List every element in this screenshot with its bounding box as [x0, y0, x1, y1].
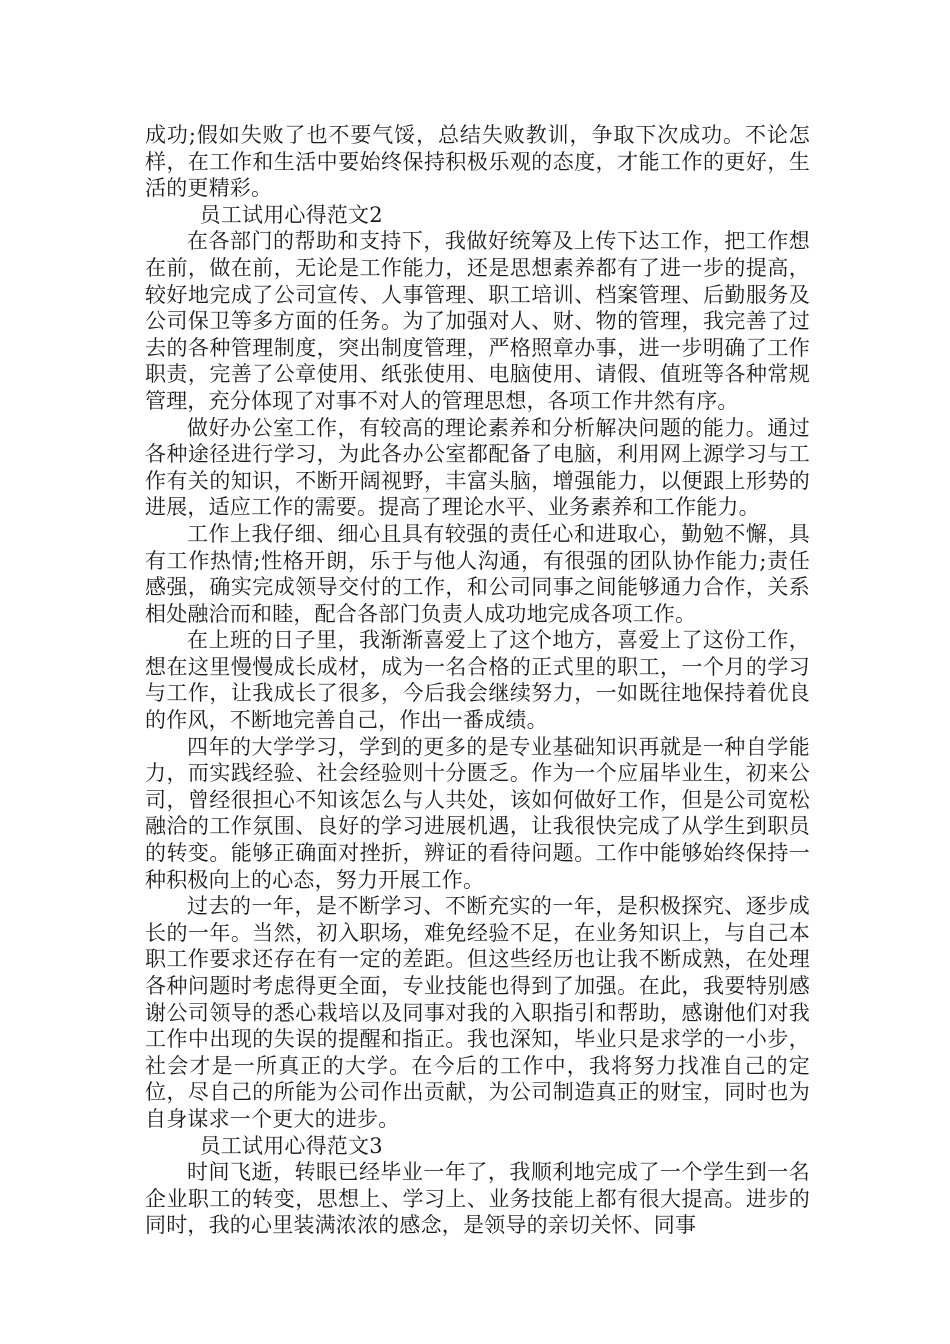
paragraph: 在各部门的帮助和支持下，我做好统筹及上传下达工作，把工作想在前，做在前，无论是工作能力，还是思想素养都有了进一步的提高，较好地完成了公司宣传、人事管理、职工培训、档案管理、后勤服务及公司保卫等多方面的任务。为了加强对人、财、物的管理，我完善了过去的各种管理制度，突出制度管理，严格照章办事，进一步明确了工作职责，完善了公章使用、纸张使用、电脑使用、请假、值班等各种常规管理，充分体现了对事不对人的管理思想，各项工作井然有序。	[145, 229, 810, 413]
paragraph: 做好办公室工作，有较高的理论素养和分析解决问题的能力。通过各种途径进行学习，为此各办公室都配备了电脑，利用网上源学习与工作有关的知识，不断开阔视野，丰富头脑，增强能力，以便跟上形势的进展，适应工作的需要。提高了理论水平、业务素养和工作能力。	[145, 415, 810, 520]
paragraph: 四年的大学学习，学到的更多的是专业基础知识再就是一种自学能力，而实践经验、社会经验则十分匮乏。作为一个应届毕业生，初来公司，曾经很担心不知该怎么与人共处，该如何做好工作，但是公司宽松融洽的工作氛围、良好的学习进展机遇，让我很快完成了从学生到职员的转变。能够正确面对挫折，辨证的看待问题。工作中能够始终保持一种积极向上的心态，努力开展工作。	[145, 734, 810, 892]
paragraph: 时间飞逝，转眼已经毕业一年了，我顺利地完成了一个学生到一名企业职工的转变，思想上、学习上、业务技能上都有很大提高。进步的同时，我的心里装满浓浓的感念，是领导的亲切关怀、同事	[145, 1160, 810, 1238]
section-heading-2: 员工试用心得范文2	[199, 202, 383, 227]
paragraph: 工作上我仔细、细心且具有较强的责任心和进取心，勤勉不懈，具有工作热情;性格开朗，乐于与他人沟通，有很强的团队协作能力;责任感强，确实完成领导交付的工作，和公司同事之间能够通力合作，关系相处融洽而和睦，配合各部门负责人成功地完成各项工作。	[145, 521, 810, 626]
section-heading-3: 员工试用心得范文3	[199, 1133, 383, 1158]
paragraph: 过去的一年，是不断学习、不断充实的一年，是积极探究、逐步成长的一年。当然，初入职场，难免经验不足，在业务知识上，与自己本职工作要求还存在有一定的差距。但这些经历也让我不断成熟，在处理各种问题时考虑得更全面，专业技能也得到了加强。在此，我要特别感谢公司领导的悉心栽培以及同事对我的入职指引和帮助，感谢他们对我工作中出现的失误的提醒和指正。我也深知，毕业只是求学的一小步，社会才是一所真正的大学。在今后的工作中，我将努力找准自己的定位，尽自己的所能为公司作出贡献，为公司制造真正的财宝，同时也为自身谋求一个更大的进步。	[145, 894, 810, 1131]
paragraph-continuation: 成功;假如失败了也不要气馁，总结失败教训，争取下次成功。不论怎样，在工作和生活中要始终保持积极乐观的态度，才能工作的更好，生活的更精彩。	[145, 123, 810, 201]
document-body	[145, 122, 810, 1239]
paragraph: 在上班的日子里，我渐渐喜爱上了这个地方，喜爱上了这份工作，想在这里慢慢成长成材，成为一名合格的正式里的职工，一个月的学习与工作，让我成长了很多，今后我会继续努力，一如既往地保持着优良的作风，不断地完善自己，作出一番成绩。	[145, 628, 810, 733]
